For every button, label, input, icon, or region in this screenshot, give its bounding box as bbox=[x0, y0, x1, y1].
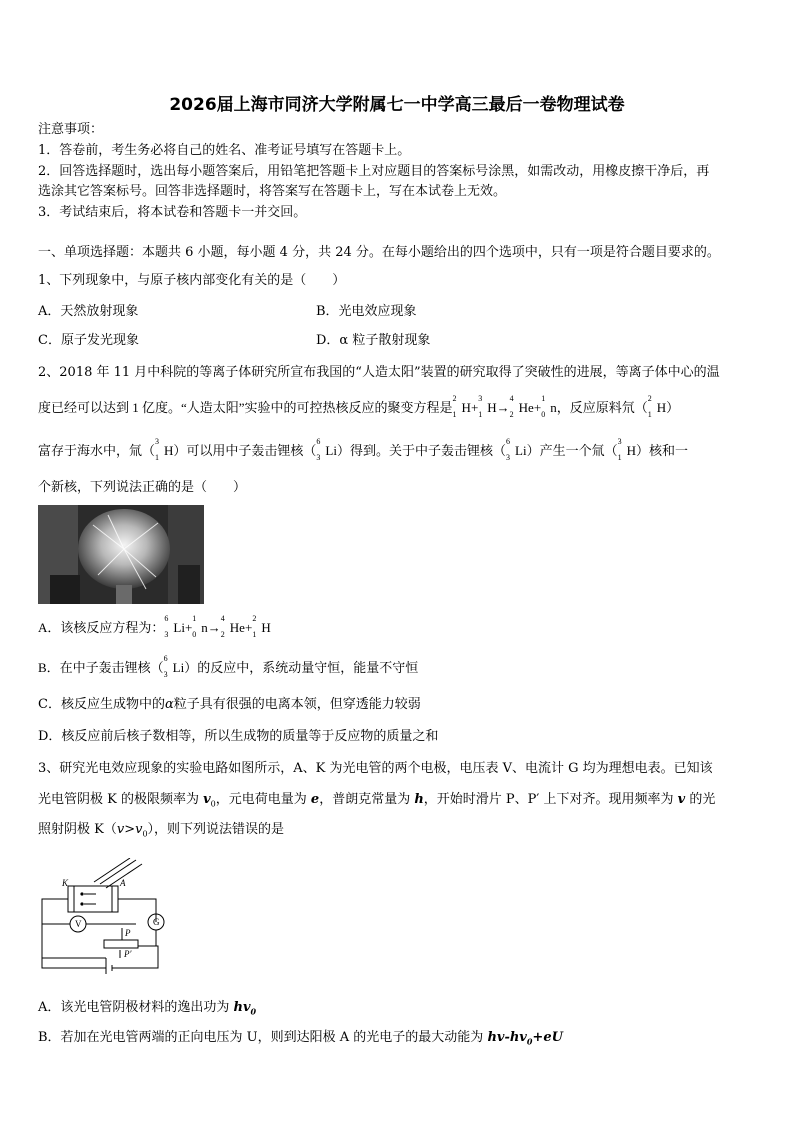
q1-option-d: D．α 粒子散射现象 bbox=[316, 333, 431, 348]
page-title: 2026届上海市同济大学附属七一中学高三最后一卷物理试卷 bbox=[169, 95, 625, 115]
q1-option-a: A．天然放射现象 bbox=[38, 304, 139, 319]
label-v: V bbox=[75, 919, 82, 929]
label-a: A bbox=[120, 878, 126, 888]
question-3-line: 3、研究光电效应现象的实验电路如图所示，A、K 为光电管的两个电极，电压表 V、电流计 G 均为理想电表。已知该 bbox=[38, 761, 713, 776]
notice-heading: 注意事项： bbox=[38, 122, 104, 137]
q1-option-b: B．光电效应现象 bbox=[316, 304, 417, 319]
question-2-line: 富存于海水中，氚（ 3 1 H）可以用中子轰击锂核（ 6 3 Li）得到。关于中子轰击锂核（ 6 3 Li）产生一个氚（ 3 1 H）核和一 bbox=[38, 437, 688, 462]
q2-option-c: C．核反应生成物中的α粒子具有很强的电离本领，但穿透能力较弱 bbox=[38, 697, 421, 712]
question-2-line: 个新核，下列说法正确的是（ ） bbox=[38, 480, 247, 495]
q1-option-c: C．原子发光现象 bbox=[38, 333, 139, 348]
notice-item: 选涂其它答案标号。回答非选择题时，将答案写在答题卡上，写在本试卷上无效。 bbox=[38, 184, 507, 199]
label-k: K bbox=[62, 878, 69, 888]
question-1-stem: 1、下列现象中，与原子核内部变化有关的是（ ） bbox=[38, 273, 346, 288]
question-2-line: 度已经可以达到 1 亿度。“人造太阳”实验中的可控热核反应的聚变方程是 2 1 H+ 3 1 H→ 4 2 He+ 1 0 n，反应原料氘（ 2 1 H） bbox=[38, 394, 680, 419]
question-3-line: 照射阴极 $K(v>v_0)$，则下列说法错误的是 bbox=[38, 822, 285, 839]
q2-option-b: B．在中子轰击锂核（ 6 3 Li）的反应中，系统动量守恒，能量不守恒 bbox=[38, 654, 419, 679]
question-2-line: 2、2018 年 11 月中科院的等离子体研究所宣布我国的“人造太阳”装置的研究取得了突破性的进展，等离子体中心的温 bbox=[38, 365, 720, 380]
notice-item: 3．考试结束后，将本试卷和答题卡一并交回。 bbox=[38, 205, 307, 220]
q3-option-b: B．若加在光电管两端的正向电压为 U，则到达阳极 A 的光电子的最大动能为 $hv-hv_0+eU$ bbox=[38, 1030, 563, 1047]
photoelectric-circuit-diagram bbox=[38, 858, 178, 986]
label-p-prime: P′ bbox=[124, 949, 132, 959]
q3-option-a: A．该光电管阴极材料的逸出功为 $hv_0$ bbox=[38, 1000, 257, 1017]
plasma-ball-photo bbox=[38, 505, 204, 604]
label-p: P bbox=[125, 928, 131, 938]
q2-option-a: A．该核反应方程为： 6 3 Li+ 1 0 n→ 4 2 He+ 2 1 H bbox=[38, 614, 271, 639]
question-3-line: 光电管阴极 K 的极限频率为 $v_0$，元电荷电量为 e，普朗克常量为 h，开始时滑片 P、P′ 上下对齐。现用频率为 v 的光 bbox=[38, 792, 716, 809]
q2-option-d: D．核反应前后核子数相等，所以生成物的质量等于反应物的质量之和 bbox=[38, 729, 439, 744]
label-g: G bbox=[153, 917, 160, 927]
notice-item: 1．答卷前，考生务必将自己的姓名、准考证号填写在答题卡上。 bbox=[38, 143, 411, 158]
section-heading: 一、单项选择题：本题共 6 小题，每小题 4 分，共 24 分。在每小题给出的四个选项中，只有一项是符合题目要求的。 bbox=[38, 245, 720, 260]
notice-item: 2．回答选择题时，选出每小题答案后，用铅笔把答题卡上对应题目的答案标号涂黑，如需改动，用橡皮擦干净后，再 bbox=[38, 164, 710, 179]
